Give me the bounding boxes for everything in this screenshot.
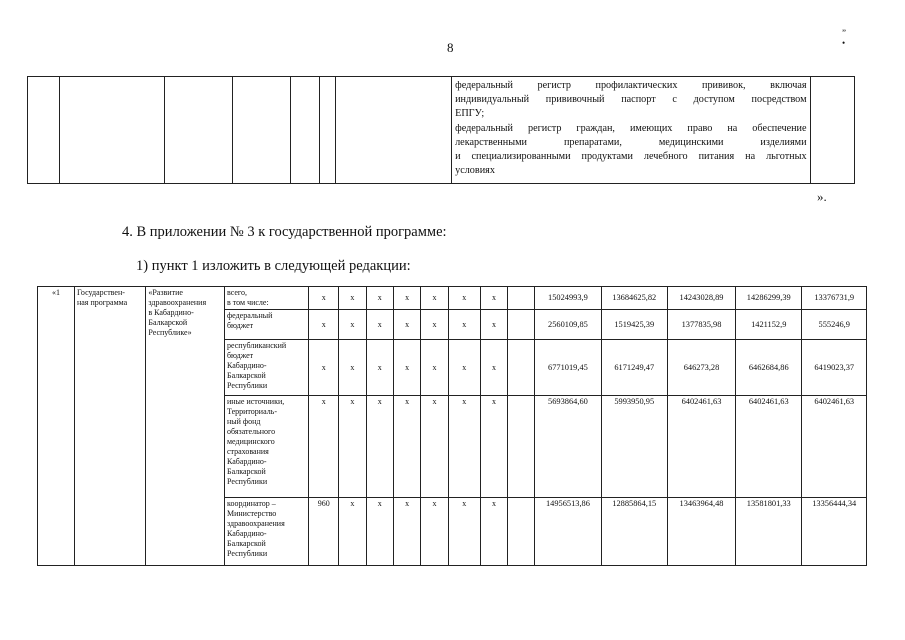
mark-cell: x <box>393 396 420 497</box>
registry-line: и специализированными продуктами лечебного питания на льготных <box>455 151 807 163</box>
paragraph-1: 1) пункт 1 изложить в следующей редакции: <box>136 258 411 274</box>
value-cell: 5993950,95 <box>601 396 667 497</box>
budget-code: x <box>309 310 339 340</box>
value-cell: 13376731,9 <box>802 287 867 310</box>
budget-code: x <box>309 287 339 310</box>
value-cell: 6402461,63 <box>736 396 802 497</box>
mark-cell: x <box>448 497 480 565</box>
paragraph-4: 4. В приложении № 3 к государственной программе: <box>122 224 447 240</box>
closing-quote: ». <box>817 189 827 204</box>
mark-cell: x <box>448 310 480 340</box>
value-cell: 14243028,89 <box>667 287 735 310</box>
mark-cell: x <box>366 287 393 310</box>
mark-cell: x <box>366 497 393 565</box>
mark-cell: x <box>421 287 448 310</box>
mark-cell <box>508 287 535 310</box>
mark-cell <box>508 396 535 497</box>
value-cell: 14956513,86 <box>535 497 601 565</box>
funding-source-label: координатор – Министерство здравоохранения Кабардино- Балкарской Республики <box>224 497 308 565</box>
value-cell: 6402461,63 <box>667 396 735 497</box>
registry-description <box>452 77 809 178</box>
mark-cell: x <box>421 310 448 340</box>
mark-cell: x <box>339 497 366 565</box>
mark-cell <box>508 340 535 396</box>
value-cell: 12885864,15 <box>601 497 667 565</box>
value-cell: 13463964,48 <box>667 497 735 565</box>
registry-line: ЕПГУ; <box>455 108 485 120</box>
program-name: «Развитие здравоохранения в Кабардино- Балкарской Республике» <box>146 287 225 566</box>
mark-cell: x <box>339 396 366 497</box>
mark-cell: x <box>393 287 420 310</box>
table-row <box>38 287 867 310</box>
mark-cell: x <box>448 287 480 310</box>
mark-cell: x <box>480 340 507 396</box>
value-cell: 6462684,86 <box>736 340 802 396</box>
value-cell: 15024993,9 <box>535 287 601 310</box>
page-number: 8 <box>447 40 454 55</box>
registry-line: лекарственными препаратами, медицинскими изделиями <box>455 136 807 148</box>
registry-description-cell <box>452 77 810 184</box>
value-cell: 6402461,63 <box>802 396 867 497</box>
mark-cell: x <box>448 340 480 396</box>
funding-source-label: всего, в том числе: <box>224 287 308 310</box>
mark-cell <box>508 310 535 340</box>
registry-line: федеральный регистр граждан, имеющих право на обеспечение <box>455 122 807 134</box>
value-cell: 6771019,45 <box>535 340 601 396</box>
budget-code: x <box>309 340 339 396</box>
mark-cell: x <box>339 287 366 310</box>
corner-marks: ” • <box>842 28 880 48</box>
value-cell: 1421152,9 <box>736 310 802 340</box>
funding-source-label: республиканский бюджет Кабардино- Балкарской Республики <box>224 340 308 396</box>
mark-cell: x <box>421 340 448 396</box>
mark-cell: x <box>480 287 507 310</box>
value-cell: 5693864,60 <box>535 396 601 497</box>
mark-cell: x <box>366 340 393 396</box>
value-cell: 13684625,82 <box>601 287 667 310</box>
registry-line: условиях <box>455 165 495 177</box>
funding-source-label: иные источники, Территориаль- ный фонд обязательного медицинского страхования Кабардино- Балкарской Республики <box>224 396 308 497</box>
mark-cell: x <box>393 310 420 340</box>
value-cell: 555246,9 <box>802 310 867 340</box>
registry-line: индивидуальный прививочный паспорт с доступом посредством <box>455 94 807 106</box>
row-number: «1 <box>38 287 75 566</box>
value-cell: 14286299,39 <box>736 287 802 310</box>
registry-line: федеральный регистр профилактических прививок, включая <box>455 80 807 91</box>
value-cell: 6171249,47 <box>601 340 667 396</box>
mark-cell: x <box>480 310 507 340</box>
value-cell: 13356444,34 <box>802 497 867 565</box>
mark-cell: x <box>393 497 420 565</box>
program-table <box>37 286 867 566</box>
value-cell: 6419023,37 <box>802 340 867 396</box>
budget-code: x <box>309 396 339 497</box>
mark-cell: x <box>339 310 366 340</box>
value-cell: 2560109,85 <box>535 310 601 340</box>
mark-cell: x <box>480 497 507 565</box>
value-cell: 1519425,39 <box>601 310 667 340</box>
mark-cell <box>508 497 535 565</box>
value-cell: 13581801,33 <box>736 497 802 565</box>
mark-cell: x <box>393 340 420 396</box>
mark-cell: x <box>339 340 366 396</box>
mark-cell: x <box>448 396 480 497</box>
funding-source-label: федеральный бюджет <box>224 310 308 340</box>
mark-cell: x <box>366 396 393 497</box>
value-cell: 1377835,98 <box>667 310 735 340</box>
continuation-table <box>27 76 855 184</box>
program-status: Государствен- ная программа <box>74 287 145 566</box>
mark-cell: x <box>421 497 448 565</box>
mark-cell: x <box>366 310 393 340</box>
budget-code: 960 <box>309 497 339 565</box>
value-cell: 646273,28 <box>667 340 735 396</box>
mark-cell: x <box>421 396 448 497</box>
mark-cell: x <box>480 396 507 497</box>
